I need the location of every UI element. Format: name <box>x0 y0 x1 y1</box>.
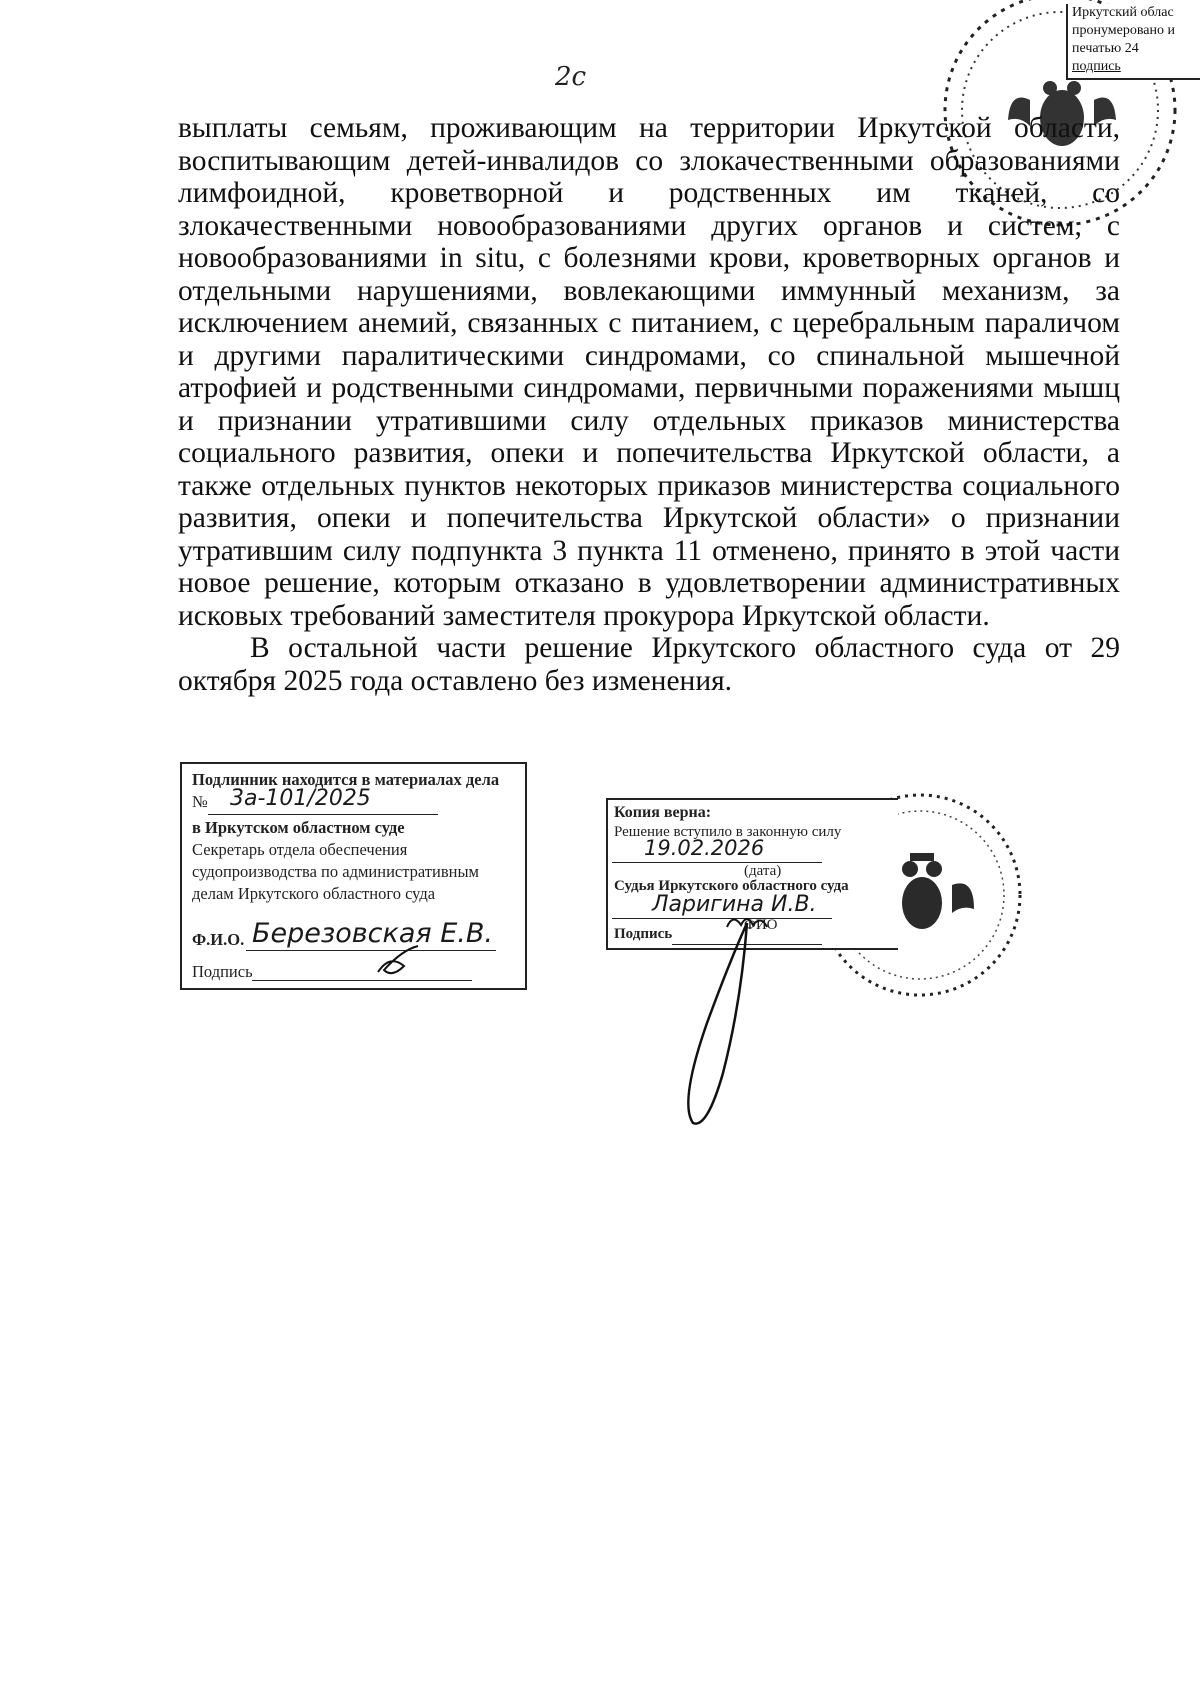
original-stamp-role-3: делам Иркутского областного суда <box>192 884 436 903</box>
original-stamp-signature-icon <box>368 944 428 984</box>
page-number: 2с <box>555 62 587 92</box>
original-stamp-role-2: судопроизводства по административным <box>192 862 479 881</box>
body-paragraph-1: выплаты семьям, проживающим на территории Иркутской области, воспитывающим детей-инвалидов со злокачественными образованиями лимфоидной, кроветворной и родственных им тканей, со злокачественными новообразованиями других органов и систем, с новообразованиями in situ, с болезнями крови, кроветворных органов и отдельными нарушениями, вовлекающими иммунный механизм, за исключением анемий, связанных с питанием, с церебральным параличом и другими паралитическими синдромами, со спинальной мышечной атрофией и родственными синдромами, первичными поражениями мышц и признании утратившими силу отдельных приказов министерства социального развития, опеки и попечительства Иркутской области, а также отдельных пунктов некоторых приказов министерства социального развития, опеки и попечительства Иркутской области» о признании утратившим силу подпункта 3 пункта 11 отменено, принято в этой части новое решение, которым отказано в удовлетворении административных исковых требований заместителя прокурора Иркутской области. <box>178 112 1120 632</box>
body-paragraph-2: В остальной части решение Иркутского областного суда от 29 октября 2025 года оставлено без изменения. <box>178 632 1120 697</box>
copy-stamp-signature-label: Подпись <box>614 926 673 942</box>
corner-stamp <box>1066 4 1200 80</box>
corner-stamp-line3: печатью 24 <box>1072 41 1139 56</box>
copy-stamp-judge-label: Судья Иркутского областного суда <box>614 878 849 894</box>
original-stamp-number-label: № <box>192 792 208 811</box>
copy-stamp-effective-date: 19.02.2026 <box>644 836 765 860</box>
corner-stamp-line4: подпись <box>1072 59 1121 74</box>
corner-stamp-line1: Иркутский облас <box>1072 5 1174 20</box>
original-stamp-role-1: Секретарь отдела обеспечения <box>192 840 408 859</box>
original-stamp-number-value: 3а-101/2025 <box>230 786 371 811</box>
copy-stamp-judge-name: Ларигина И.В. <box>652 892 817 917</box>
judge-signature-icon <box>655 915 855 1135</box>
original-stamp-title: Подлинник находится в материалах дела <box>192 770 500 789</box>
original-stamp-fio-value: Березовская Е.В. <box>252 918 493 949</box>
document-body <box>178 112 1120 697</box>
original-stamp-court: в Иркутском областном суде <box>192 818 405 837</box>
original-location-stamp <box>180 762 527 990</box>
copy-stamp-date-caption: (дата) <box>744 863 782 879</box>
copy-stamp-title: Копия верна: <box>614 804 712 821</box>
original-stamp-signature-label: Подпись <box>192 962 253 981</box>
copy-stamp-effective-label: Решение вступило в законную силу <box>614 824 842 840</box>
copy-stamp-fio-caption: ФИО <box>744 917 778 933</box>
original-stamp-fio-label: Ф.И.О. <box>192 930 245 949</box>
corner-stamp-line2: пронумеровано и <box>1072 23 1175 38</box>
